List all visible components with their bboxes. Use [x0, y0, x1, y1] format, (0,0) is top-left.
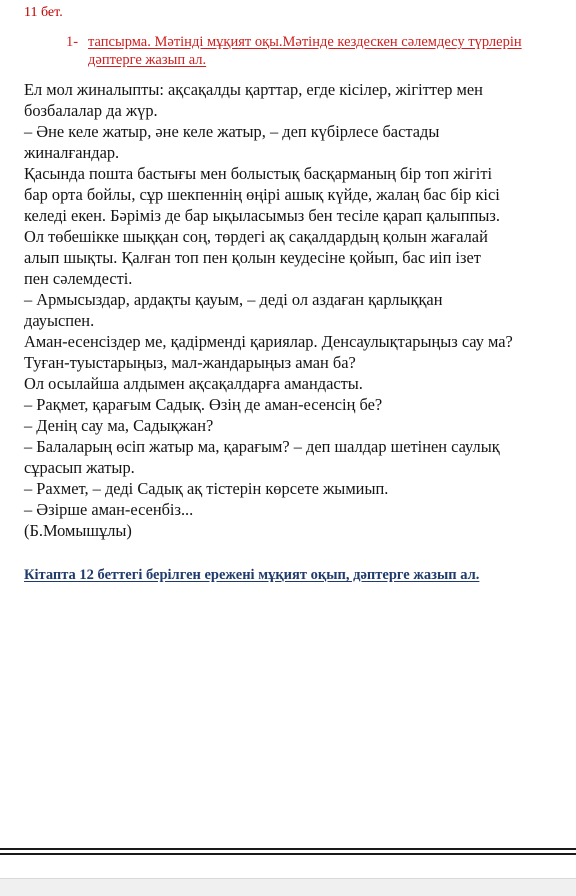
text-line: келеді екен. Бәріміз де бар ықыласымыз бен тесіле қарап қалыппыз.	[24, 206, 500, 225]
text-line: – Денің сау ма, Садықжан?	[24, 416, 214, 435]
text-line: – Балаларың өсіп жатыр ма, қарағым? – деп шалдар шетінен саулық	[24, 437, 500, 456]
text-line: – Армысыздар, ардақты қауым, – деді ол аздаған қарлыққан	[24, 290, 443, 309]
text-line: сұрасып жатыр.	[24, 458, 135, 477]
text-line: пен сәлемдесті.	[24, 269, 133, 288]
task-number: 1-	[66, 34, 79, 50]
text-line: дауыспен.	[24, 311, 95, 330]
page-divider	[0, 853, 576, 855]
text-line: Ол осылайша алдымен ақсақалдарға амандасты.	[24, 374, 363, 393]
book-instruction: Кітапта 12 беттегі берілген ережені мұқият оқып, дәптерге жазып ал.	[24, 567, 480, 583]
text-line: (Б.Момышұлы)	[24, 521, 132, 540]
task-heading	[66, 33, 546, 69]
text-line: – Әне келе жатыр, әне келе жатыр, – деп күбірлесе бастады	[24, 122, 440, 141]
text-line: Аман-есенсіздер ме, қадірменді қариялар. Денсаулықтарыңыз сау ма?	[24, 332, 513, 351]
text-line: – Рахмет, – деді Садық ақ тістерін көрсете жымиып.	[24, 479, 389, 498]
text-line: Қасында пошта бастығы мен болыстық басқарманың бір топ жігіті	[24, 164, 493, 183]
story-text	[24, 79, 576, 541]
page-divider	[0, 848, 576, 850]
text-line: Туған-туыстарыңыз, мал-жандарыңыз аман ба?	[24, 353, 356, 372]
text-line: жиналғандар.	[24, 143, 120, 162]
bottom-scroll-area	[0, 878, 576, 896]
text-line: бозбалалар да жүр.	[24, 101, 158, 120]
text-line: алып шықты. Қалған топ пен қолын кеудесіне қойып, бас иіп ізет	[24, 248, 481, 267]
text-line: – Рақмет, қарағым Садық. Өзің де аман-есенсің бе?	[24, 395, 383, 414]
text-line: Ел мол жиналыпты: ақсақалды қарттар, егде кісілер, жігіттер мен	[24, 80, 483, 99]
task-instruction: тапсырма. Мәтінді мұқият оқы.Мәтінде кездескен сәлемдесу түрлерін дәптерге жазып ал.	[88, 34, 522, 68]
page-number: 11 бет.	[24, 5, 63, 20]
text-line: – Әзірше аман-есенбіз...	[24, 500, 194, 519]
text-line: бар орта бойлы, сұр шекпеннің өңірі ашық күйде, жалаң бас бір кісі	[24, 185, 500, 204]
text-line: Ол төбешікке шыққан соң, төрдегі ақ сақалдардың қолын жағалай	[24, 227, 488, 246]
